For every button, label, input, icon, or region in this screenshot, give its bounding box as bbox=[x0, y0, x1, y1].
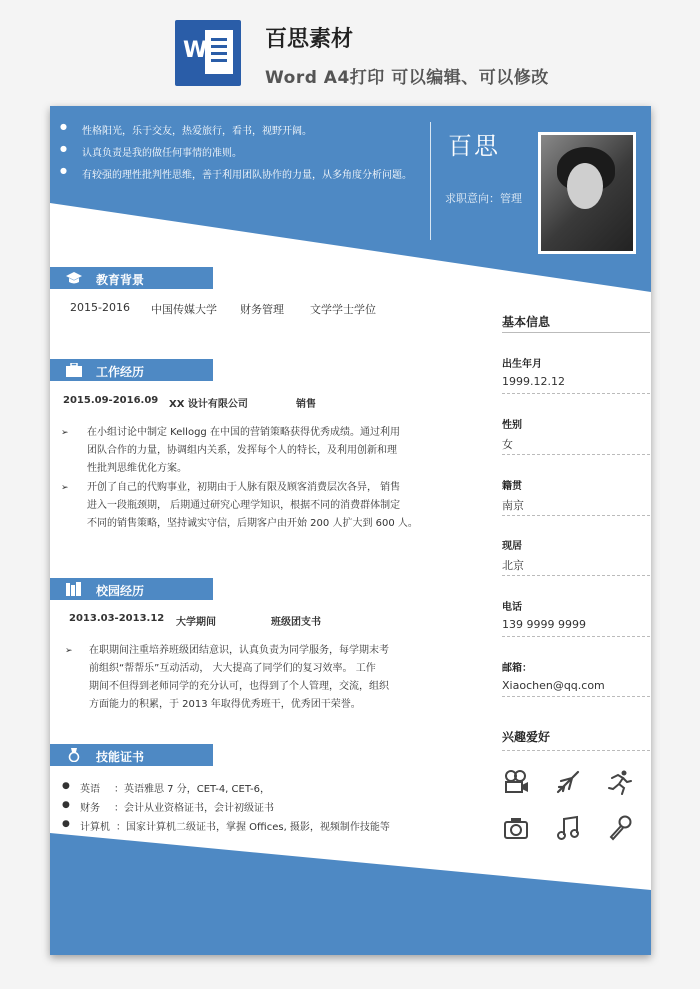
work-period: 2015.09-2016.09 bbox=[63, 395, 159, 406]
info-label: 性别 bbox=[502, 420, 522, 431]
info-label: 邮箱： bbox=[502, 663, 532, 674]
header-divider bbox=[430, 122, 431, 240]
resume-page: ● 性格阳光，乐于交友，热爱旅行，看书，视野开阔。 ● 认真负责是我的做任何事情的准则。 ● 有较强的理性批判性思维，善于利用团队协作的力量，从多角度分析问题。 百思 求职意向：管理 教育背景 2015-2016 中国传媒大学 财务管理 文学学士学位 工作经历 2015.09-2016.09 XX 设计有限公司 销售 ➢ 在小组讨论中制定 Kellogg 在中国的营销策略获得优秀成绩。通过利用 团队合作的力量，协调组内关系，发挥每个人的特长，及利用创新和理 性批判思维优化方案。 ➢ 开创了自己的代购事业，初期由于人脉有限及顾客消费层次各异， 销售 进入一段瓶颈期， 后期通过研究心理学知识，根据不同的消费群体制定 不同的销售策略，坚持诚实守信，后期客户由开始 200 人扩大到 600 人。 校园经历 2013.03-2013.12 大学期间 班级团支书 ➢ 在职期间注重培养班级团结意识，认真负责为同学服务，每学期末考 前组织“帮帮乐”互动活动， 大大提高了同学们的复习效率。 工作 期间不但得到老师同学的充分认可，也得到了个人管理，交流，组织 方面能力的积累，于 2013 年取得优秀班干，优秀团干荣誉。 技能证书 ● 英语 ：英语雅思 7 分，CET-4, CET-6， ● 财务 ：会计从业资格证书，会计初级证书 ● 计算机 ：国家计算机二级证书，掌握 Offices, 摄影，视频制作技能等 基本信息 出生年月 1999.12.12 性别 女 籍贯 南京 现居 北京 电话 139 9999 9999 邮箱： Xiaochen@qq.com 兴趣爱好 bbox=[50, 106, 651, 955]
section-title: 教育背景 bbox=[96, 273, 145, 287]
info-value: 北京 bbox=[502, 559, 524, 572]
arrow-bullet-icon: ➢ bbox=[61, 483, 69, 493]
campus-item-line: 在职期间注重培养班级团结意识，认真负责为同学服务，每学期末考 bbox=[89, 645, 389, 656]
divider bbox=[502, 332, 650, 333]
section-title: 工作经历 bbox=[96, 365, 145, 379]
info-label: 电话 bbox=[502, 602, 522, 613]
divider bbox=[502, 696, 650, 697]
education-degree: 文学学士学位 bbox=[310, 303, 376, 316]
section-work-header bbox=[50, 359, 213, 381]
divider bbox=[502, 575, 650, 576]
bullet-dot-icon: ● bbox=[62, 800, 70, 810]
trait-item: ● 认真负责是我的做任何事情的准则。 bbox=[60, 144, 412, 159]
bullet-dot-icon: ● bbox=[62, 819, 70, 829]
traits-list bbox=[60, 122, 412, 188]
work-item bbox=[61, 424, 421, 478]
divider bbox=[502, 454, 650, 455]
arrow-bullet-icon: ➢ bbox=[61, 428, 69, 438]
work-role: 销售 bbox=[296, 399, 316, 410]
education-row bbox=[70, 301, 410, 317]
work-item-line: 在小组讨论中制定 Kellogg 在中国的营销策略获得优秀成绩。通过利用 bbox=[87, 427, 400, 438]
hobbies-title: 兴趣爱好 bbox=[502, 730, 551, 744]
divider bbox=[502, 750, 650, 751]
info-label: 出生年月 bbox=[502, 359, 542, 370]
briefcase-icon bbox=[66, 363, 82, 377]
campus-org: 大学期间 bbox=[176, 617, 216, 628]
job-intent: 求职意向：管理 bbox=[445, 192, 522, 205]
info-label: 现居 bbox=[502, 541, 522, 552]
trait-item: ● 性格阳光，乐于交友，热爱旅行，看书，视野开阔。 bbox=[60, 122, 412, 137]
microphone-icon bbox=[607, 815, 633, 841]
film-camera-icon bbox=[503, 769, 529, 795]
campus-item-line: 方面能力的积累，于 2013 年取得优秀班干，优秀团干荣誉。 bbox=[89, 699, 361, 710]
education-period: 2015-2016 bbox=[70, 301, 130, 314]
campus-period: 2013.03-2013.12 bbox=[69, 613, 165, 624]
work-item-line: 团队合作的力量，协调组内关系，发挥每个人的特长，及利用创新和理 bbox=[87, 445, 397, 456]
work-item-line: 不同的销售策略，坚持诚实守信，后期客户由开始 200 人扩大到 600 人。 bbox=[87, 518, 418, 529]
section-education-header bbox=[50, 267, 213, 289]
section-campus-header bbox=[50, 578, 213, 600]
arrow-bullet-icon: ➢ bbox=[65, 646, 73, 656]
work-item-line: 性批判思维优化方案。 bbox=[87, 463, 187, 474]
page-subtitle: Word A4打印 可以编辑、可以修改 bbox=[265, 68, 549, 88]
airplane-icon bbox=[555, 769, 581, 795]
work-item bbox=[61, 479, 421, 533]
education-school: 中国传媒大学 bbox=[151, 303, 217, 316]
divider bbox=[502, 515, 650, 516]
info-label: 籍贯 bbox=[502, 481, 522, 492]
info-value: 1999.12.12 bbox=[502, 375, 565, 388]
section-title: 技能证书 bbox=[96, 750, 145, 764]
info-value: Xiaochen@qq.com bbox=[502, 679, 605, 692]
books-icon bbox=[66, 582, 82, 596]
work-item-line: 开创了自己的代购事业，初期由于人脉有限及顾客消费层次各异， 销售 bbox=[87, 482, 401, 493]
trait-item: ● 有较强的理性批判性思维，善于利用团队协作的力量，从多角度分析问题。 bbox=[60, 166, 412, 181]
divider bbox=[502, 393, 650, 394]
campus-item bbox=[65, 642, 425, 714]
divider bbox=[502, 636, 650, 637]
campus-row bbox=[69, 613, 369, 629]
camera-icon bbox=[503, 815, 529, 841]
word-app-icon bbox=[175, 20, 241, 86]
bullet-dot-icon: ● bbox=[62, 781, 70, 791]
medal-icon bbox=[66, 748, 82, 762]
education-major: 财务管理 bbox=[240, 303, 284, 316]
section-skills-header bbox=[50, 744, 213, 766]
work-company: XX 设计有限公司 bbox=[169, 399, 248, 410]
info-value: 139 9999 9999 bbox=[502, 618, 586, 631]
info-value: 南京 bbox=[502, 499, 524, 512]
candidate-name: 百思 bbox=[448, 132, 500, 160]
profile-photo bbox=[538, 132, 636, 254]
section-title: 校园经历 bbox=[96, 584, 145, 598]
info-value: 女 bbox=[502, 438, 513, 451]
page-title: 百思素材 bbox=[265, 27, 354, 52]
word-letter: W bbox=[183, 38, 208, 63]
music-note-icon bbox=[555, 815, 581, 841]
running-icon bbox=[607, 769, 633, 795]
document-sheet-icon bbox=[205, 30, 233, 74]
campus-item-line: 期间不但得到老师同学的充分认可，也得到了个人管理，交流，组织 bbox=[89, 681, 389, 692]
basic-info-title: 基本信息 bbox=[502, 315, 551, 329]
campus-item-line: 前组织“帮帮乐”互动活动， 大大提高了同学们的复习效率。 工作 bbox=[89, 663, 376, 674]
graduation-cap-icon bbox=[66, 271, 82, 285]
work-row bbox=[63, 395, 363, 411]
work-item-line: 进入一段瓶颈期， 后期通过研究心理学知识，根据不同的消费群体制定 bbox=[87, 500, 401, 511]
campus-role: 班级团支书 bbox=[271, 617, 321, 628]
